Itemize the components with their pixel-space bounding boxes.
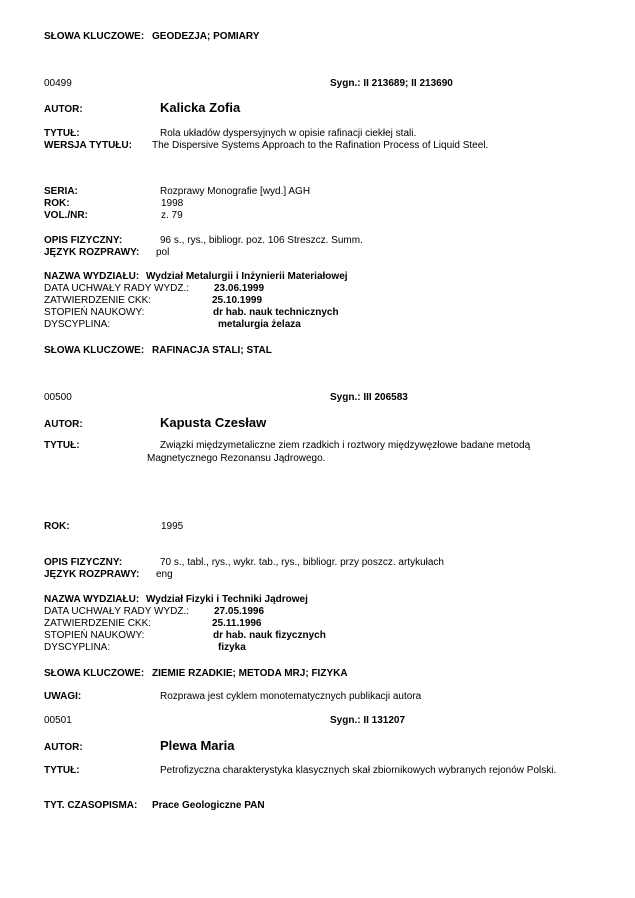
physical-description-value: 70 s., tabl., rys., wykr. tab., rys., bibliogr. przy poszcz. artykułach [160, 557, 444, 568]
record-signature: Sygn.: III 206583 [330, 392, 408, 403]
title-label: TYTUŁ: [44, 440, 80, 451]
keywords-value: RAFINACJA STALI; STAL [152, 345, 272, 356]
resolution-date-value: 23.06.1999 [214, 283, 265, 294]
record-number: 00499 [44, 78, 72, 89]
degree-value: dr hab. nauk fizycznych [213, 630, 326, 641]
faculty-value: Wydział Metalurgii i Inżynierii Materiałowej [146, 271, 348, 282]
language-value: pol [156, 247, 170, 258]
journal-title-label: TYT. CZASOPISMA: [44, 800, 138, 811]
keywords-label: SŁOWA KLUCZOWE: [44, 668, 145, 679]
volume-label: VOL./NR: [44, 210, 88, 221]
year-value: 1995 [161, 521, 184, 532]
record-signature: Sygn.: II 213689; II 213690 [330, 78, 453, 89]
physical-description-value: 96 s., rys., bibliogr. poz. 106 Streszcz. Summ. [160, 235, 363, 246]
title-version-label: WERSJA TYTUŁU: [44, 140, 132, 151]
title-value: Petrofizyczna charakterystyka klasycznych skał zbiornikowych wybranych rejonów Polski. [160, 765, 557, 776]
discipline-value: metalurgia żelaza [218, 319, 301, 330]
top-keywords-label: SŁOWA KLUCZOWE: [44, 31, 145, 42]
language-label: JĘZYK ROZPRAWY: [44, 569, 140, 580]
resolution-date-label: DATA UCHWAŁY RADY WYDZ.: [44, 283, 190, 294]
language-label: JĘZYK ROZPRAWY: [44, 247, 140, 258]
resolution-date-label: DATA UCHWAŁY RADY WYDZ.: [44, 606, 190, 617]
title-value-line1: Związki międzymetaliczne ziem rzadkich i roztwory międzywęzłowe badane metodą [160, 440, 531, 451]
faculty-label: NAZWA WYDZIAŁU: [44, 594, 140, 605]
ckk-approval-label: ZATWIERDZENIE CKK: [44, 295, 152, 306]
author-label: AUTOR: [44, 742, 83, 753]
title-version-value: The Dispersive Systems Approach to the Rafination Process of Liquid Steel. [152, 140, 489, 151]
ckk-approval-label: ZATWIERDZENIE CKK: [44, 618, 152, 629]
notes-label: UWAGI: [44, 691, 82, 702]
keywords-value: ZIEMIE RZADKIE; METODA MRJ; FIZYKA [152, 668, 348, 679]
degree-value: dr hab. nauk technicznych [213, 307, 339, 318]
faculty-label: NAZWA WYDZIAŁU: [44, 271, 140, 282]
title-value-line2: Magnetycznego Rezonansu Jądrowego. [147, 453, 326, 464]
author-label: AUTOR: [44, 104, 83, 115]
title-label: TYTUŁ: [44, 765, 80, 776]
ckk-approval-value: 25.11.1996 [212, 618, 262, 629]
record-number: 00501 [44, 715, 72, 726]
physical-description-label: OPIS FIZYCZNY: [44, 557, 123, 568]
title-label: TYTUŁ: [44, 128, 80, 139]
ckk-approval-value: 25.10.1999 [212, 295, 263, 306]
notes-value: Rozprawa jest cyklem monotematycznych publikacji autora [160, 691, 422, 702]
physical-description-label: OPIS FIZYCZNY: [44, 235, 123, 246]
year-label: ROK: [44, 521, 70, 532]
degree-label: STOPIEŃ NAUKOWY: [44, 630, 145, 641]
series-label: SERIA: [44, 186, 78, 197]
year-value: 1998 [161, 198, 184, 209]
top-keywords-value: GEODEZJA; POMIARY [152, 31, 260, 42]
degree-label: STOPIEŃ NAUKOWY: [44, 307, 145, 318]
author-label: AUTOR: [44, 419, 83, 430]
discipline-label: DYSCYPLINA: [44, 642, 111, 653]
discipline-label: DYSCYPLINA: [44, 319, 111, 330]
record-signature: Sygn.: II 131207 [330, 715, 406, 726]
discipline-value: fizyka [218, 642, 246, 653]
keywords-label: SŁOWA KLUCZOWE: [44, 345, 145, 356]
volume-value: z. 79 [161, 210, 183, 221]
author-name: Kapusta Czesław [160, 415, 267, 430]
journal-title-value: Prace Geologiczne PAN [152, 800, 265, 811]
author-name: Kalicka Zofia [160, 100, 241, 115]
author-name: Plewa Maria [160, 738, 235, 753]
title-value: Rola układów dyspersyjnych w opisie rafinacji ciekłej stali. [160, 128, 417, 139]
record-number: 00500 [44, 392, 72, 403]
series-value: Rozprawy Monografie [wyd.] AGH [160, 186, 311, 197]
language-value: eng [156, 569, 173, 580]
faculty-value: Wydział Fizyki i Techniki Jądrowej [146, 594, 308, 605]
year-label: ROK: [44, 198, 70, 209]
resolution-date-value: 27.05.1996 [214, 606, 265, 617]
